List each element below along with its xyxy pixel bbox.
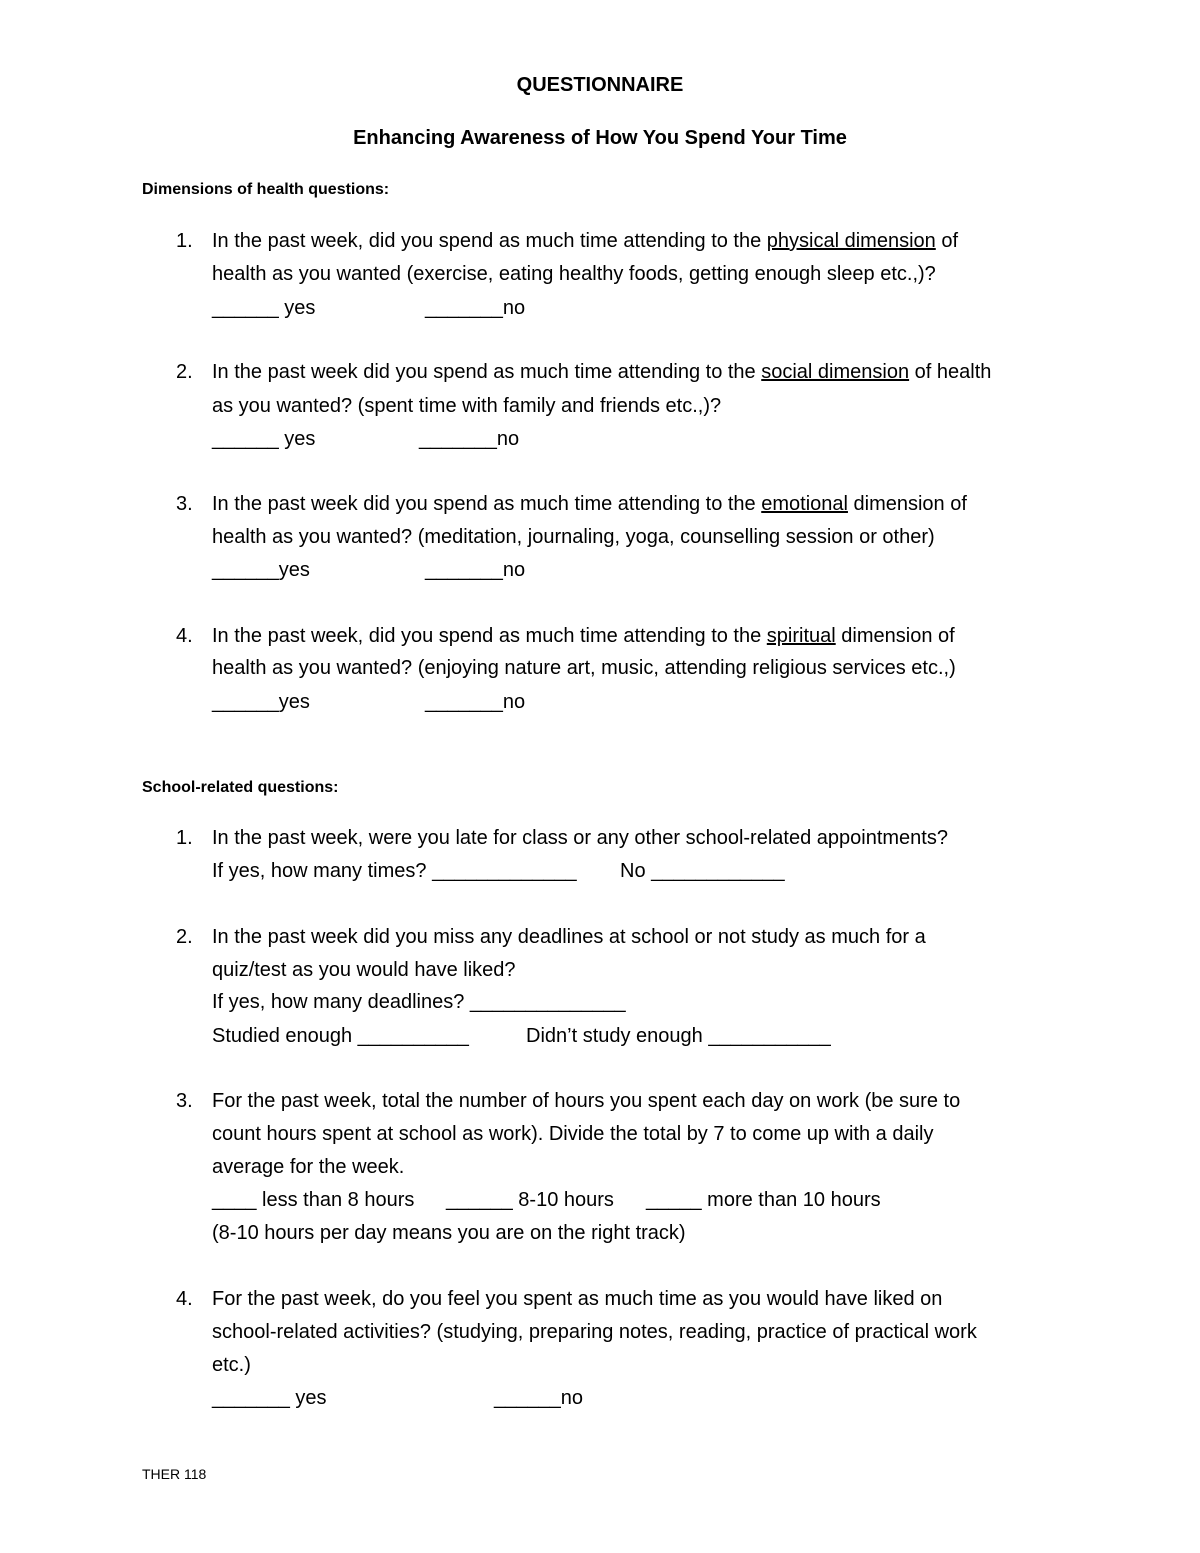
health-q2-keyword: social dimension <box>761 361 910 383</box>
health-q2-line2: as you wanted? (spent time with family and friends etc.,)? <box>212 395 722 417</box>
health-q4-line1 <box>212 624 955 648</box>
school-q4-yes-blank[interactable]: _______ yes <box>212 1387 327 1409</box>
health-q1-keyword: physical dimension <box>766 230 936 252</box>
health-q4-text-end: dimension of <box>835 625 955 647</box>
health-q1-line1 <box>212 229 958 253</box>
health-q2-yes-blank[interactable]: ______ yes <box>212 428 316 450</box>
school-q3-note: (8-10 hours per day means you are on the right track) <box>212 1222 686 1244</box>
health-q3-yes-blank[interactable]: ______yes <box>212 559 310 581</box>
school-q2-studied-enough-blank[interactable]: Studied enough __________ <box>212 1025 469 1047</box>
school-q3-number: 3. <box>176 1090 193 1112</box>
school-q2-number: 2. <box>176 926 193 948</box>
school-q2-line1: In the past week did you miss any deadlines at school or not study as much for a <box>212 926 926 948</box>
health-q2-no-blank[interactable]: _______no <box>419 428 520 450</box>
health-q4-yes-blank[interactable]: ______yes <box>212 691 310 713</box>
school-q3-line1: For the past week, total the number of hours you spent each day on work (be sure to <box>212 1090 961 1112</box>
school-q2-didnt-study-blank[interactable]: Didn’t study enough ___________ <box>526 1025 831 1047</box>
school-q1-no-blank[interactable]: No ____________ <box>620 860 785 882</box>
school-q3-option-more-than-10[interactable]: _____ more than 10 hours <box>646 1189 881 1211</box>
school-q3-line2: count hours spent at school as work). Divide the total by 7 to come up with a daily <box>212 1123 934 1145</box>
school-q4-line2: school-related activities? (studying, preparing notes, reading, practice of practical work <box>212 1321 977 1343</box>
health-q4-no-blank[interactable]: _______no <box>425 691 526 713</box>
school-q4-line1: For the past week, do you feel you spent as much time as you would have liked on <box>212 1288 943 1310</box>
health-q3-number: 3. <box>176 493 193 515</box>
health-q3-text-end: dimension of <box>847 493 967 515</box>
health-q3-line2: health as you wanted? (meditation, journaling, yoga, counselling session or other) <box>212 526 935 548</box>
health-q3-line1 <box>212 492 967 516</box>
school-q3-line3: average for the week. <box>212 1156 405 1178</box>
health-q3-no-blank[interactable]: _______no <box>425 559 526 581</box>
school-q4-line3: etc.) <box>212 1354 251 1376</box>
school-q3-option-less-than-8[interactable]: ____ less than 8 hours <box>212 1189 415 1211</box>
footer-course-code: THER 118 <box>142 1466 207 1482</box>
health-q4-number: 4. <box>176 625 193 647</box>
school-q1-times-blank[interactable]: If yes, how many times? _____________ <box>212 860 577 882</box>
health-q2-text: In the past week did you spend as much time attending to the <box>212 361 762 383</box>
school-q2-line2: quiz/test as you would have liked? <box>212 959 516 981</box>
health-q2-line1 <box>212 360 991 384</box>
page-title: QUESTIONNAIRE <box>516 74 684 96</box>
health-q1-no-blank[interactable]: _______no <box>425 297 526 319</box>
health-q2-number: 2. <box>176 361 193 383</box>
health-section-heading: Dimensions of health questions: <box>142 181 390 198</box>
health-q2-text-end: of health <box>909 361 992 383</box>
health-q4-line2: health as you wanted? (enjoying nature art, music, attending religious services etc.,) <box>212 657 956 679</box>
health-q1-line2: health as you wanted (exercise, eating healthy foods, getting enough sleep etc.,)? <box>212 263 936 285</box>
health-q3-keyword: emotional <box>761 493 848 515</box>
health-q1-text: In the past week, did you spend as much time attending to the <box>212 230 767 252</box>
page-subtitle: Enhancing Awareness of How You Spend Your Time <box>353 127 847 149</box>
health-q1-number: 1. <box>176 230 193 252</box>
school-q1-number: 1. <box>176 827 193 849</box>
health-q3-text: In the past week did you spend as much time attending to the <box>212 493 762 515</box>
school-q1-line1: In the past week, were you late for class or any other school-related appointments? <box>212 827 948 849</box>
school-q4-no-blank[interactable]: ______no <box>494 1387 583 1409</box>
health-q1-yes-blank[interactable]: ______ yes <box>212 297 316 319</box>
school-section-heading: School-related questions: <box>142 779 339 796</box>
health-q1-text-end: of <box>935 230 959 252</box>
school-q3-option-8-10[interactable]: ______ 8-10 hours <box>446 1189 614 1211</box>
school-q2-deadlines-blank[interactable]: If yes, how many deadlines? ______________ <box>212 991 626 1013</box>
school-q4-number: 4. <box>176 1288 193 1310</box>
health-q4-text: In the past week, did you spend as much time attending to the <box>212 625 767 647</box>
health-q4-keyword: spiritual <box>766 625 836 647</box>
